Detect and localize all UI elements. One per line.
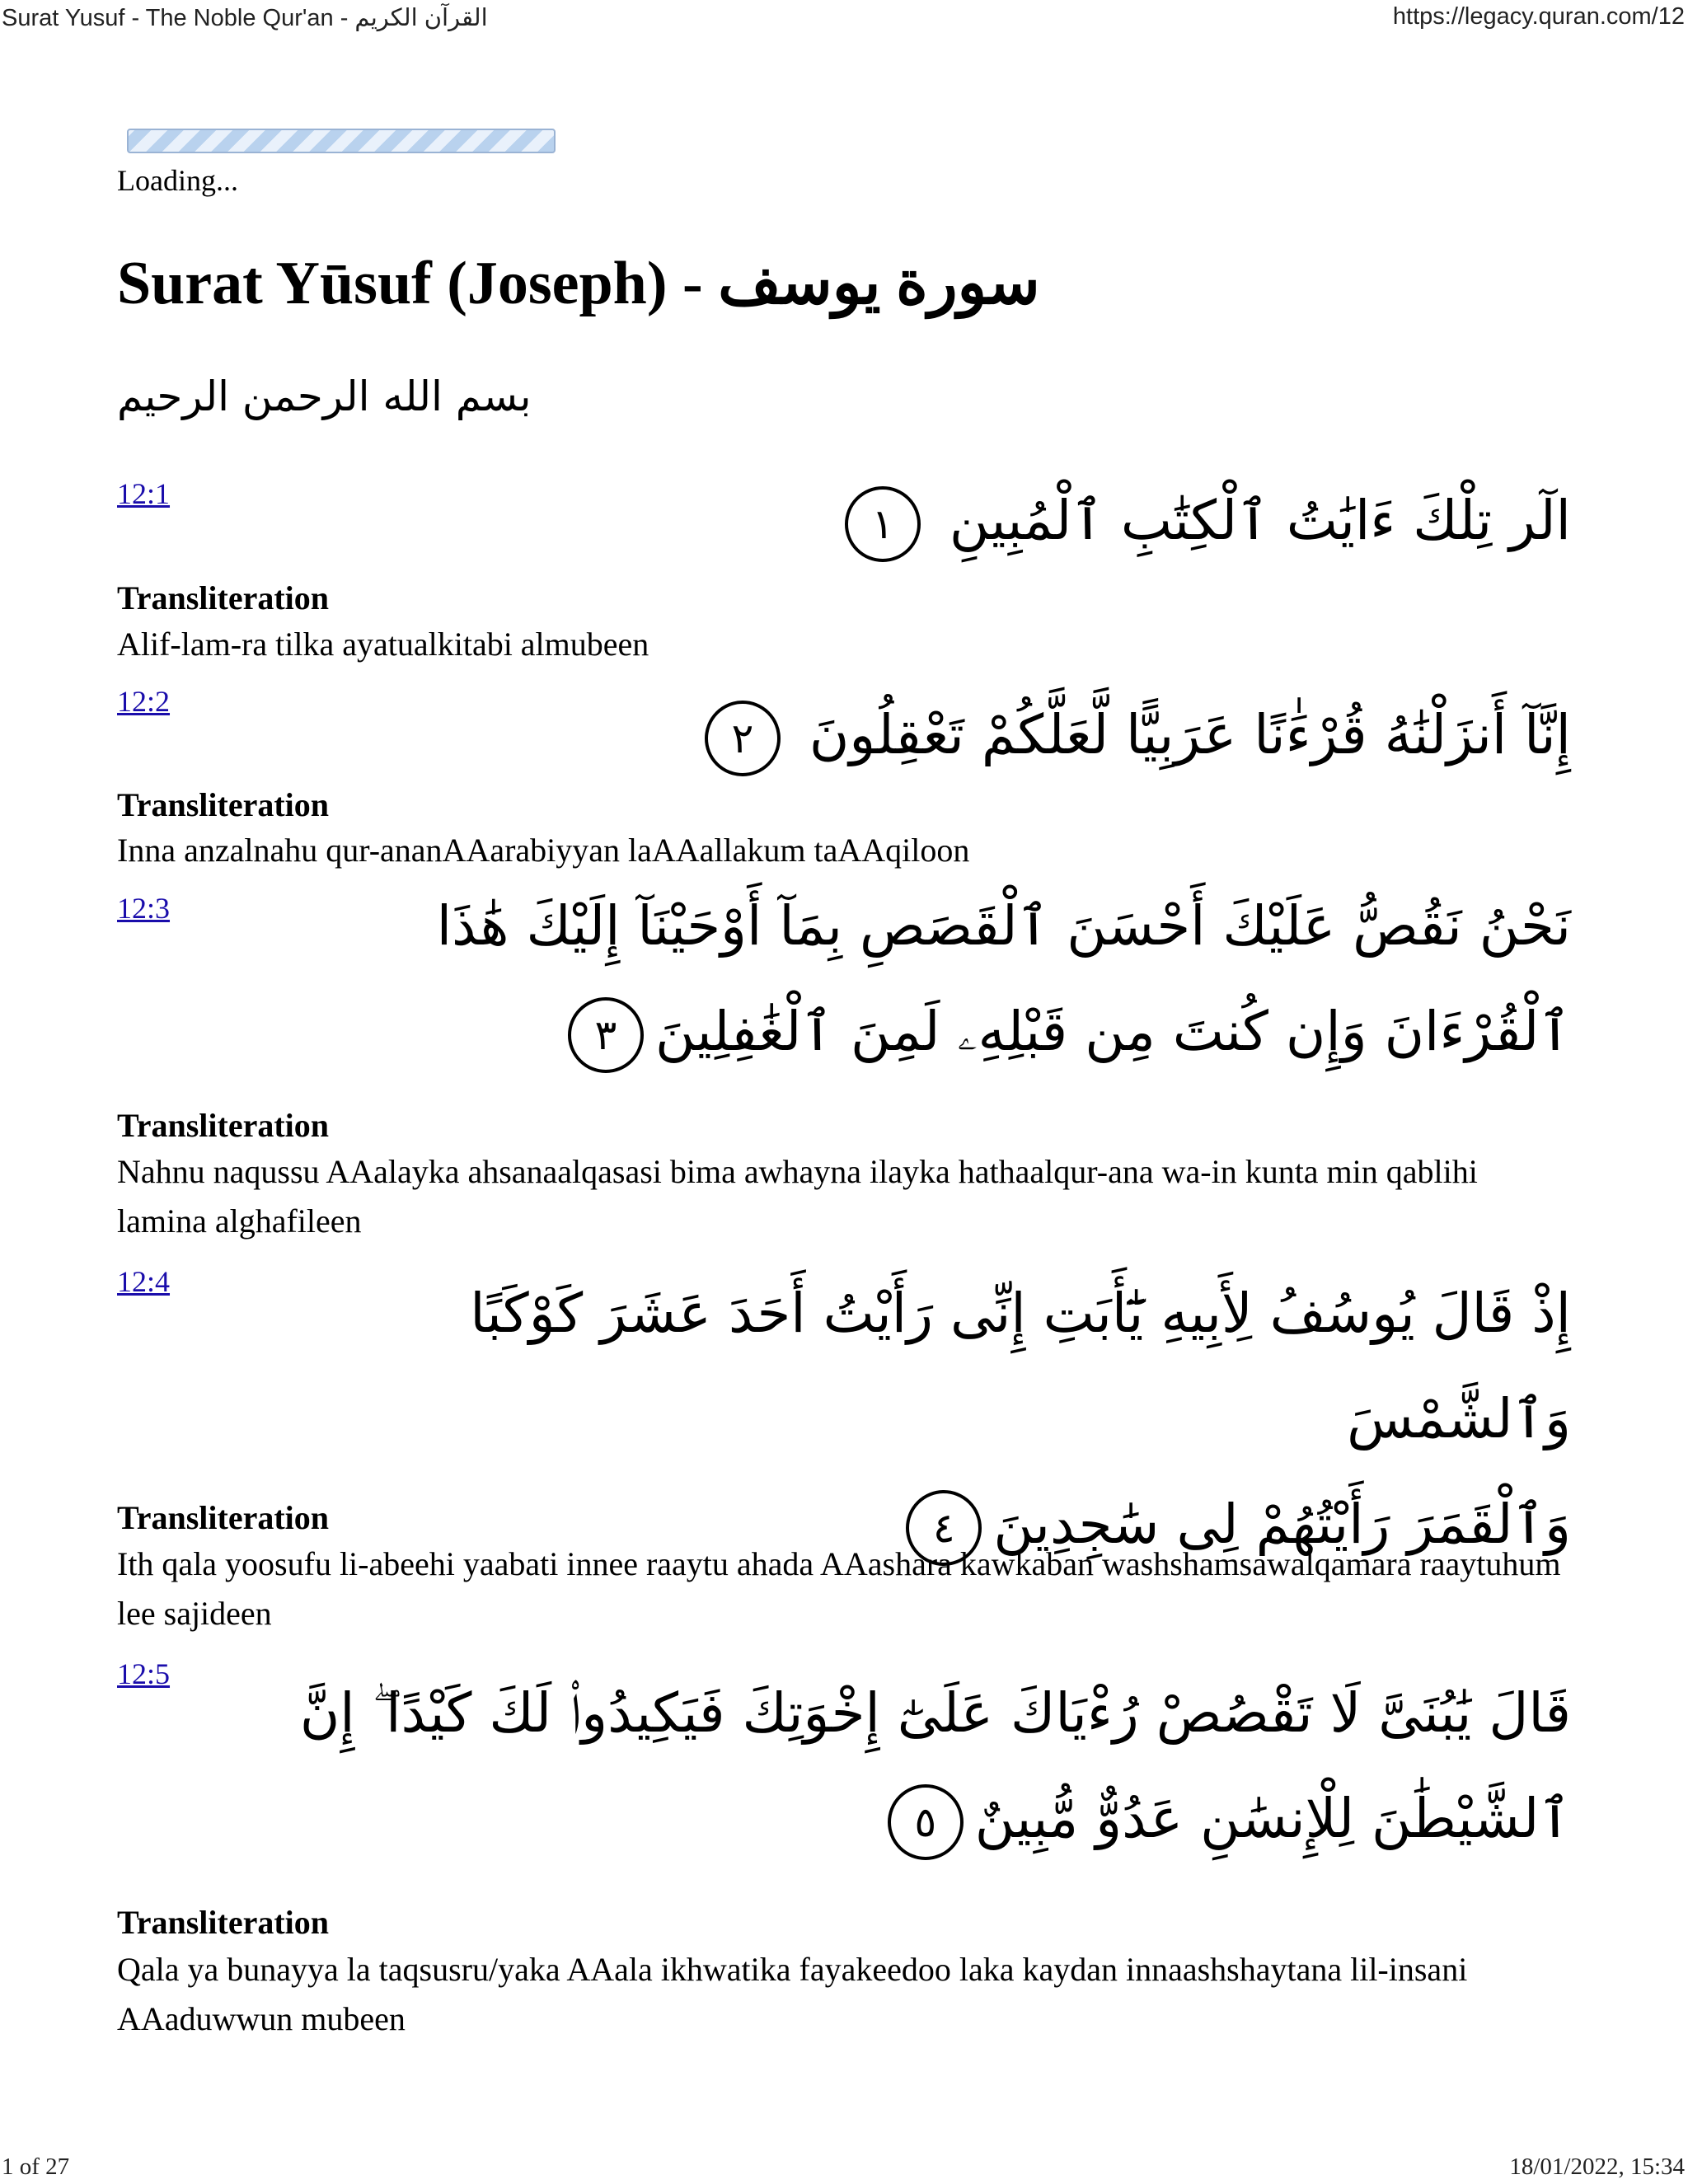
arabic-line: الٓر تِلْكَ ءَايَٰتُ ٱلْكِتَٰبِ ٱلْمُبِينِ: [949, 489, 1571, 552]
verse-link-12-2[interactable]: 12:2: [117, 685, 171, 718]
arabic-line: قَالَ يَٰبُنَىَّ لَا تَقْصُصْ رُءْيَاكَ عَلَىٰٓ إِخْوَتِكَ فَيَكِيدُوا۟ لَكَ كَيْدًا ۖ إِنَّ: [299, 1681, 1571, 1745]
transliteration-text-12-4: Ith qala yoosufu li-abeehi yaabati innee raaytu ahada AAashara kawkaban washshamsawalqamara raaytuhum lee sajideen: [117, 1545, 1561, 1632]
ayah-number-marker: ٥: [888, 1784, 964, 1860]
page-counter: 1 of 27: [2, 2154, 70, 2180]
verse-link-12-4[interactable]: 12:4: [117, 1265, 171, 1298]
verse-arabic-12-4: [247, 1261, 1571, 1577]
transliteration-label: Transliteration: [117, 1904, 330, 1941]
ayah-number-marker: ٢: [705, 701, 781, 776]
print-datetime: 18/01/2022, 15:34: [1509, 2154, 1685, 2180]
verse-arabic-12-5: [247, 1661, 1571, 1872]
ayah-number-marker: ٣: [568, 997, 644, 1073]
transliteration-label: Transliteration: [117, 579, 330, 616]
transliteration-label: Transliteration: [117, 1107, 330, 1144]
verse-arabic-12-2: [272, 682, 1571, 788]
transliteration-text-12-2: Inna anzalnahu qur-ananAAarabiyyan laAAallakum taAAqiloon: [117, 832, 970, 869]
transliteration-text-12-5: Qala ya bunayya la taqsusru/yaka AAala ikhwatika fayakeedoo laka kaydan innaashshaytana lil-insani AAaduwwun mubeen: [117, 1951, 1468, 2037]
browser-page-title: Surat Yusuf - The Noble Qur'an - القرآن الكريم: [2, 5, 488, 31]
arabic-line: وَٱلْقَمَرَ رَأَيْتُهُمْ لِى سَٰجِدِينَ: [993, 1493, 1571, 1556]
transliteration-text-12-3: Nahnu naqussu AAalayka ahsanaalqasasi bima awhayna ilayka hathaalqur-ana wa-in kunta min qablihi lamina alghafileen: [117, 1153, 1478, 1240]
page-title: Surat Yūsuf (Joseph) - سورة يوسف: [117, 250, 1040, 317]
arabic-line: ٱلشَّيْطَٰنَ لِلْإِنسَٰنِ عَدُوٌّ مُّبِينٌ: [974, 1787, 1571, 1850]
verse-link-12-5[interactable]: 12:5: [117, 1657, 171, 1690]
arabic-line: إِنَّآ أَنزَلْنَٰهُ قُرْءَٰنًا عَرَبِيًّا لَّعَلَّكُمْ تَعْقِلُونَ: [809, 703, 1571, 766]
loading-progress-bar: [127, 129, 556, 153]
transliteration-label: Transliteration: [117, 1499, 330, 1536]
transliteration-text-12-1: Alif-lam-ra tilka ayatualkitabi almubeen: [117, 626, 649, 663]
transliteration-label: Transliteration: [117, 786, 330, 823]
browser-url: https://legacy.quran.com/12: [1392, 3, 1685, 30]
verse-link-12-1[interactable]: 12:1: [117, 477, 171, 510]
arabic-line: نَحْنُ نَقُصُّ عَلَيْكَ أَحْسَنَ ٱلْقَصَصِ بِمَآ أَوْحَيْنَآ إِلَيْكَ هَٰذَا: [436, 894, 1571, 958]
bismillah: بسم الله الرحمن الرحيم: [117, 373, 532, 420]
loading-text: Loading...: [117, 164, 238, 197]
verse-link-12-3[interactable]: 12:3: [117, 892, 171, 925]
arabic-line: ٱلْقُرْءَانَ وَإِن كُنتَ مِن قَبْلِهِۦ لَمِنَ ٱلْغَٰفِلِينَ: [654, 1000, 1571, 1063]
verse-arabic-12-1: [272, 468, 1571, 574]
ayah-number-marker: ١: [845, 486, 921, 562]
verse-arabic-12-3: [247, 874, 1571, 1085]
ayah-number-marker: ٤: [906, 1490, 982, 1566]
arabic-line: إِذْ قَالَ يُوسُفُ لِأَبِيهِ يَٰٓأَبَتِ إِنِّى رَأَيْتُ أَحَدَ عَشَرَ كَوْكَبًا وَٱلشَّمْسَ: [470, 1282, 1571, 1451]
